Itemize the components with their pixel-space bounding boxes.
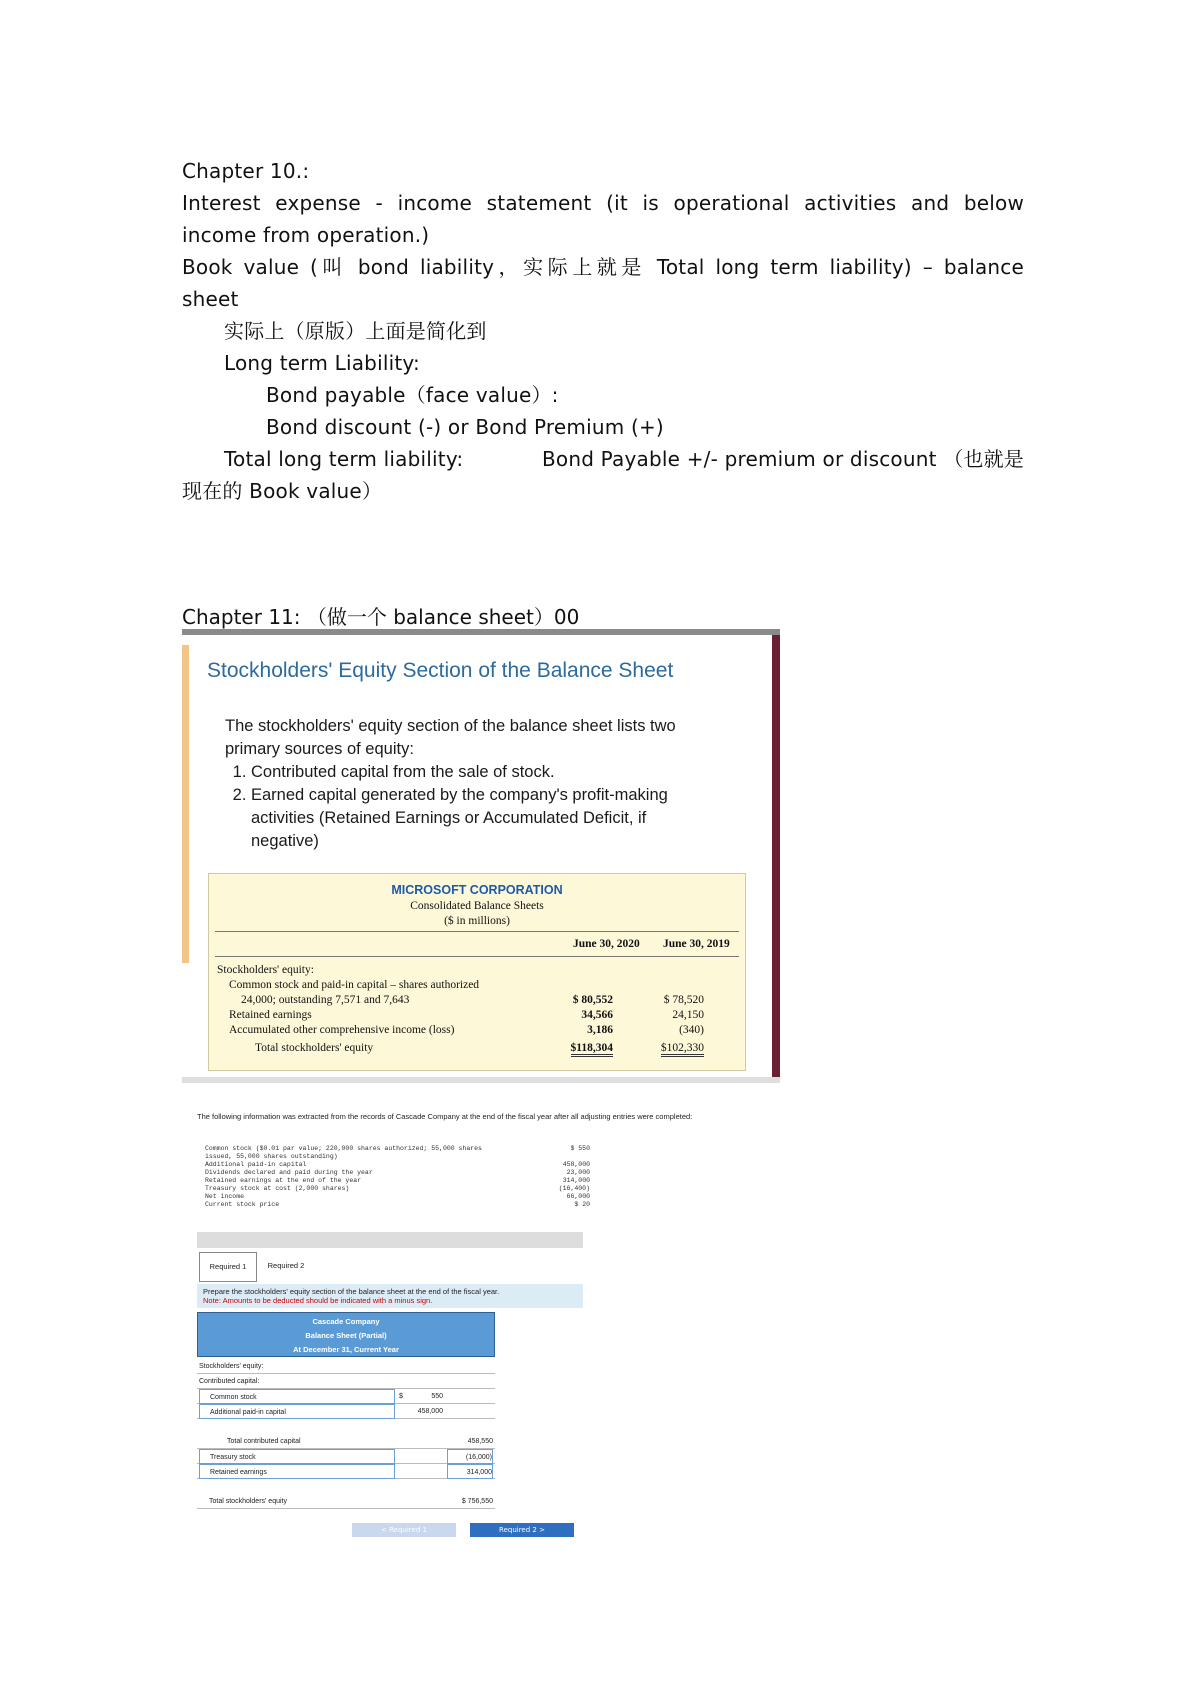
instruction-note: Note: Amounts to be deducted should be indicated with a minus sign. xyxy=(203,1296,433,1305)
ms-aoci-label: Accumulated other comprehensive income (loss) xyxy=(229,1024,455,1036)
slide-title: Stockholders' Equity Section of the Balance Sheet xyxy=(207,659,674,682)
list-item: issued, 55,000 shares outstanding) xyxy=(205,1153,338,1160)
table-row xyxy=(197,1464,495,1479)
total-ltl-label: Total long term liability: xyxy=(224,447,464,471)
ms-common-2020: $ 80,552 xyxy=(572,994,613,1006)
total-ltl-row xyxy=(182,443,1024,475)
ms-retained-label: Retained earnings xyxy=(229,1009,312,1021)
bs-re-label[interactable]: Retained earnings xyxy=(199,1464,395,1479)
bs-re-value[interactable]: 314,000 xyxy=(447,1464,493,1479)
bs-cs-value[interactable]: 550 xyxy=(431,1393,443,1400)
ms-section-label: Stockholders' equity: xyxy=(217,964,314,976)
bs-title: Balance Sheet (Partial) xyxy=(305,1331,387,1340)
table-row xyxy=(197,1434,495,1449)
ms-total-2020-value: $118,304 xyxy=(571,1042,614,1057)
ms-common-stock-l2: 24,000; outstanding 7,571 and 7,643 xyxy=(241,994,410,1006)
table-row xyxy=(197,1404,495,1419)
ms-units: ($ in millions) xyxy=(444,915,510,927)
cascade-balance-sheet-header xyxy=(197,1312,495,1357)
bs-tcc-label: Total contributed capital xyxy=(227,1438,301,1445)
interest-line-2: income from operation.) xyxy=(182,223,430,247)
cascade-intro: The following information was extracted from the records of Cascade Company at the end of the fiscal year after all adjusting entries were completed: xyxy=(197,1112,693,1121)
ms-retained-2020: 34,566 xyxy=(581,1009,613,1021)
list-item: Dividends declared and paid during the year 23,000 xyxy=(205,1169,590,1176)
list-item: Treasury stock at cost (2,000 shares) (16,400) xyxy=(205,1185,590,1192)
ms-column-2020: June 30, 2020 xyxy=(573,938,640,950)
slide-list-item: 1. Contributed capital from the sale of stock. xyxy=(251,761,715,784)
slide-bottom-bar xyxy=(182,1077,780,1083)
instruction-box xyxy=(197,1284,583,1308)
interest-line-1: Interest expense - income statement (it is operational activities and below xyxy=(182,191,1024,215)
slide-right-bar xyxy=(772,635,780,1083)
bs-se-label: Stockholders' equity: xyxy=(199,1363,264,1370)
ms-aoci-2020: 3,186 xyxy=(587,1024,613,1036)
bs-ts-value[interactable]: (16,000) xyxy=(447,1449,493,1464)
ms-company-name: MICROSOFT CORPORATION xyxy=(391,883,563,897)
divider xyxy=(215,931,739,932)
ms-total-2019-value: $102,330 xyxy=(661,1042,704,1057)
ms-subtitle: Consolidated Balance Sheets xyxy=(410,900,544,912)
simplified-note: 实际上（原版）上面是简化到 xyxy=(224,319,487,343)
table-row xyxy=(197,1389,495,1404)
ms-common-2019: $ 78,520 xyxy=(663,994,704,1006)
list-item: Current stock price $ 20 xyxy=(205,1201,590,1208)
long-term-liability-label: Long term Liability: xyxy=(224,351,420,375)
ms-aoci-2019: (340) xyxy=(679,1024,704,1036)
table-row xyxy=(197,1359,495,1374)
bs-cc-label: Contributed capital: xyxy=(199,1378,260,1385)
list-item: Retained earnings at the end of the year 314,000 xyxy=(205,1177,590,1184)
table-row xyxy=(197,1374,495,1389)
chapter-10-notes xyxy=(182,155,1024,507)
cascade-info-list xyxy=(205,1145,590,1209)
bs-company: Cascade Company xyxy=(312,1317,380,1326)
tab-required-1[interactable]: Required 1 xyxy=(199,1252,257,1282)
bs-cs-dollar: $ xyxy=(399,1393,403,1400)
chapter-11-heading: Chapter 11: （做一个 balance sheet）00 xyxy=(182,605,580,629)
bs-apic-value[interactable]: 458,000 xyxy=(417,1408,443,1415)
prev-required-button[interactable]: < Required 1 xyxy=(352,1523,456,1537)
bs-tse-value: $ 756,550 xyxy=(461,1498,493,1505)
book-value-line-1: Book value (叫 bond liability，实际上就是 Total long term liability) – balance xyxy=(182,255,1024,279)
ms-common-stock-l1: Common stock and paid-in capital – shares authorized xyxy=(229,979,480,991)
bs-tcc-value: 458,550 xyxy=(467,1438,493,1445)
table-row xyxy=(197,1494,495,1509)
slide-body xyxy=(225,715,715,853)
table-row xyxy=(197,1449,495,1464)
bs-ts-label[interactable]: Treasury stock xyxy=(199,1449,395,1464)
ms-total-2019 xyxy=(634,1042,704,1054)
bond-discount-line: Bond discount (-) or Bond Premium (+) xyxy=(266,415,664,439)
list-item: Net income 66,000 xyxy=(205,1193,590,1200)
divider xyxy=(215,956,739,957)
ms-total-2020 xyxy=(543,1042,613,1054)
stockholders-equity-slide xyxy=(182,629,780,1083)
bond-payable-line: Bond payable（face value）: xyxy=(266,383,559,407)
bs-date: At December 31, Current Year xyxy=(293,1345,399,1354)
tab-required-2[interactable]: Required 2 xyxy=(259,1252,313,1280)
list-item: Common stock ($0.01 par value; 220,000 shares authorized; 55,000 shares $ 550 xyxy=(205,1145,590,1152)
slide-intro: The stockholders' equity section of the balance sheet lists two primary sources of equity: xyxy=(225,717,676,758)
question-banner xyxy=(197,1232,583,1248)
bs-apic-label[interactable]: Additional paid-in capital xyxy=(199,1404,395,1419)
ms-total-label: Total stockholders' equity xyxy=(255,1042,374,1054)
bs-tse-label: Total stockholders' equity xyxy=(209,1498,287,1505)
slide-list xyxy=(225,761,715,853)
microsoft-balance-sheet xyxy=(208,873,746,1071)
total-ltl-formula: Bond Payable +/- premium or discount （也就是 xyxy=(542,447,1024,471)
list-item: Additional paid-in capital 458,000 xyxy=(205,1161,590,1168)
bs-cs-label[interactable]: Common stock xyxy=(199,1389,395,1404)
ms-column-2019: June 30, 2019 xyxy=(663,938,730,950)
slide-list-item: 2. Earned capital generated by the company's profit-making activities (Retained Earnings or Accumulated Deficit, if negative) xyxy=(251,784,715,853)
instruction-text: Prepare the stockholders' equity section of the balance sheet at the end of the fiscal year. xyxy=(203,1287,500,1296)
total-ltl-continuation: 现在的 Book value） xyxy=(182,479,383,503)
slide-left-accent xyxy=(182,645,189,963)
next-required-button[interactable]: Required 2 > xyxy=(470,1523,574,1537)
ms-retained-2019: 24,150 xyxy=(672,1009,704,1021)
chapter-10-heading: Chapter 10.: xyxy=(182,159,310,183)
book-value-line-2: sheet xyxy=(182,287,239,311)
